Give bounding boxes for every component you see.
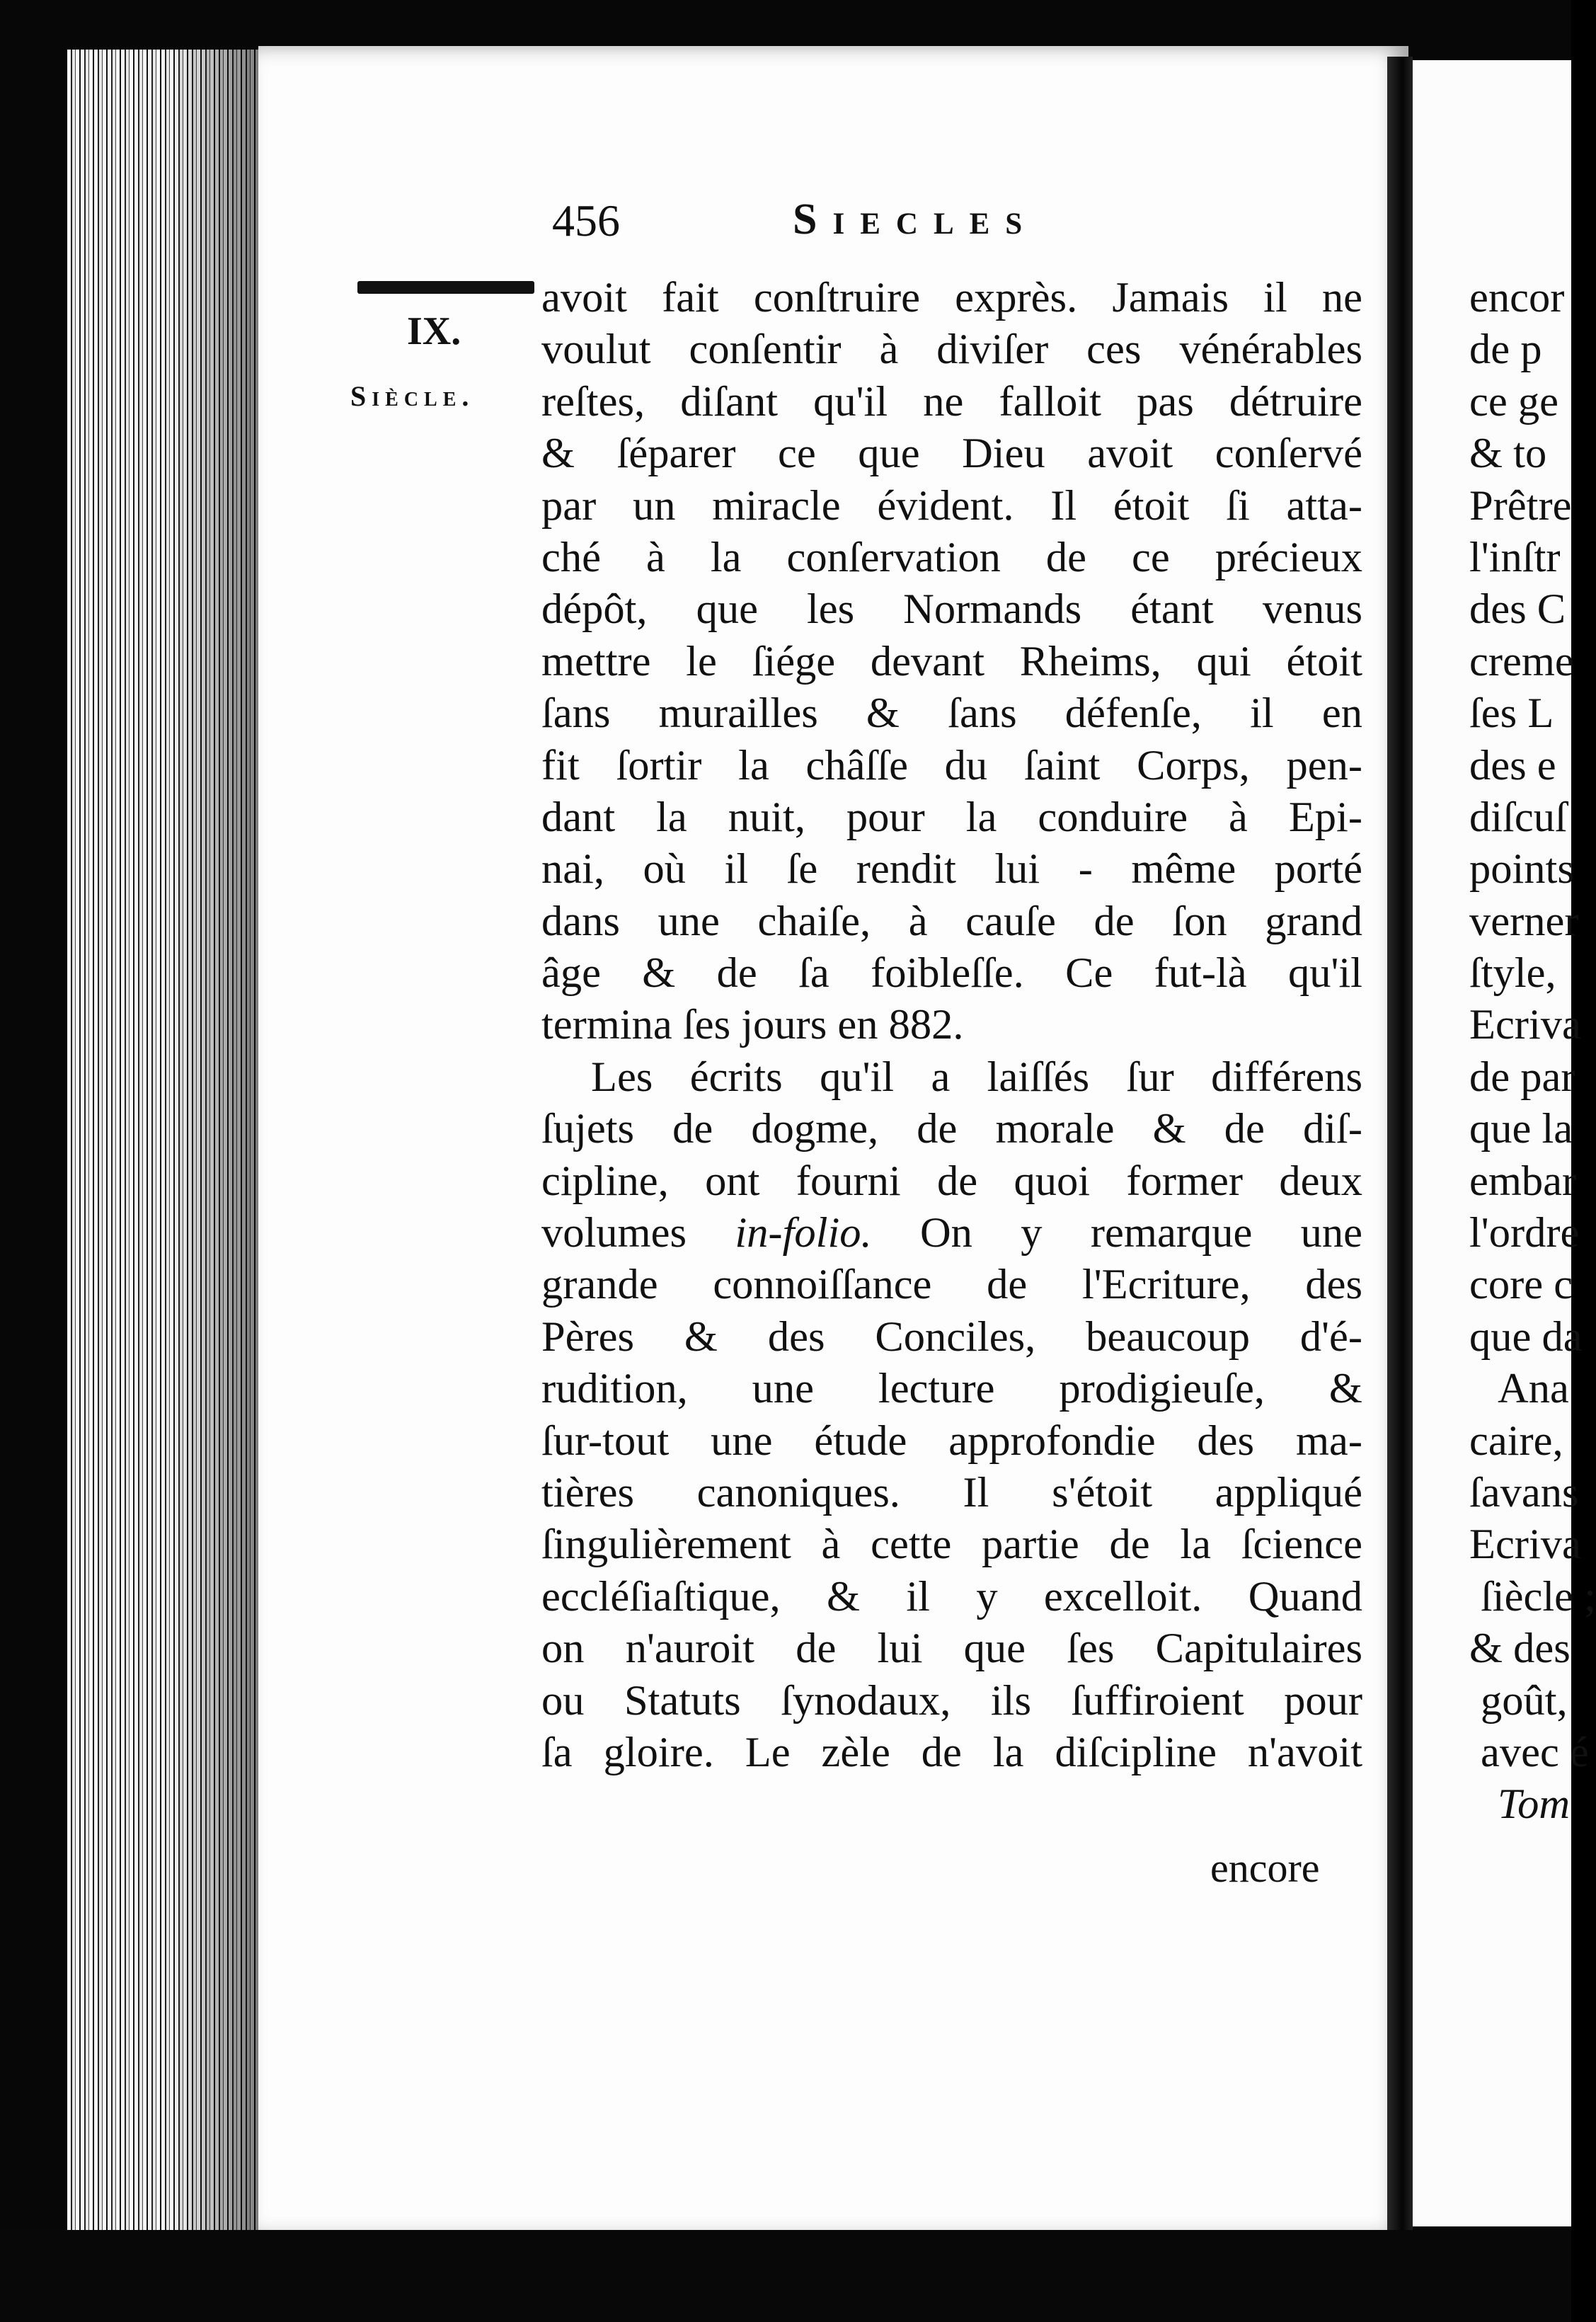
text-line: ſujets de dogme, de morale & de diſ- — [541, 1105, 1362, 1153]
margin-century-label: Siècle. — [350, 380, 475, 412]
right-text-fragment: goût, — [1481, 1676, 1568, 1725]
text-line: grande connoiſſance de l'Ecriture, des — [541, 1261, 1362, 1309]
text-line: ſur-tout une étude approfondie des ma- — [541, 1417, 1362, 1465]
fore-edge-shadow — [170, 50, 269, 2230]
right-text-fragment: de p — [1469, 326, 1542, 374]
right-text-fragment: que da — [1469, 1312, 1583, 1361]
running-head — [552, 195, 1189, 251]
right-text-fragment: Tom — [1498, 1780, 1571, 1829]
right-text-fragment: que la — [1469, 1105, 1573, 1153]
body-text — [541, 272, 1362, 1778]
text-line: nai, où il ſe rendit lui - même porté — [541, 845, 1362, 893]
page-number: 456 — [552, 195, 620, 246]
text-line: tières canoniques. Il s'étoit appliqué — [541, 1468, 1362, 1516]
right-text-fragment: de par — [1469, 1053, 1575, 1101]
text-line: ou Statuts ſynodaux, ils ſuffiroient pour — [541, 1676, 1362, 1725]
text-line: eccléſiaſtique, & il y excelloit. Quand — [541, 1572, 1362, 1620]
right-text-fragment: Ecriva — [1469, 1001, 1581, 1049]
right-text-fragment: Ana — [1498, 1365, 1569, 1413]
book-gutter — [1387, 57, 1413, 2237]
text-line: cipline, ont fourni de quoi former deux — [541, 1157, 1362, 1205]
right-text-fragment: ſiècle ; — [1481, 1572, 1596, 1620]
right-text-fragment: l'inſtr — [1469, 533, 1561, 581]
text-line: reſtes, diſant qu'il ne falloit pas détruire — [541, 377, 1362, 425]
right-text-fragment: creme — [1469, 637, 1574, 685]
text-line: ſans murailles & ſans défenſe, il en — [541, 690, 1362, 738]
running-title: Siecles — [793, 195, 1038, 244]
catchword: encore — [1210, 1845, 1320, 1891]
right-text-fragment: des C — [1469, 585, 1566, 634]
text-line: on n'auroit de lui que ſes Capitulaires — [541, 1625, 1362, 1673]
text-line: fit ſortir la châſſe du ſaint Corps, pen- — [541, 741, 1362, 789]
right-text-fragment: avec é — [1481, 1728, 1589, 1776]
right-text-fragment: l'ordre — [1469, 1209, 1580, 1257]
margin-rule — [357, 281, 534, 294]
right-text-fragment: ſes L — [1469, 690, 1554, 738]
text-line: dépôt, que les Normands étant venus — [541, 585, 1362, 634]
right-text-fragment: ſavans — [1469, 1468, 1579, 1516]
right-text-fragment: diſcuſ — [1469, 793, 1567, 841]
text-line: voulut conſentir à diviſer ces vénérables — [541, 326, 1362, 374]
right-text-fragment: encor — [1469, 274, 1565, 321]
text-line: avoit fait conſtruire exprès. Jamais il ne — [541, 274, 1362, 321]
right-text-fragment: des e — [1469, 741, 1556, 789]
text-line: rudition, une lecture prodigieuſe, & — [541, 1365, 1362, 1413]
text-line: âge & de ſa foibleſſe. Ce fut-là qu'il — [541, 949, 1362, 997]
text-line: dans une chaiſe, à cauſe de ſon grand — [541, 897, 1362, 945]
right-text-fragment: caire, — [1469, 1417, 1563, 1465]
right-text-fragment: & to — [1469, 430, 1547, 478]
right-text-fragment: ce ge — [1469, 377, 1558, 425]
text-line: termina ſes jours en 882. — [541, 1001, 964, 1049]
text-line: dant la nuit, pour la conduire à Epi- — [541, 793, 1362, 841]
text-line: par un miracle évident. Il étoit ſi atta- — [541, 481, 1362, 530]
text-line: Pères & des Conciles, beaucoup d'é- — [541, 1312, 1362, 1361]
right-text-fragment: core c — [1469, 1261, 1573, 1309]
text-line: ſa gloire. Le zèle de la diſcipline n'avoit — [541, 1728, 1362, 1776]
text-line: Les écrits qu'il a laiſſés ſur différens — [591, 1053, 1362, 1101]
text-line: ſingulièrement à cette partie de la ſcience — [541, 1521, 1362, 1569]
right-text-fragment: Ecriva — [1469, 1521, 1581, 1569]
text-line: mettre le ſiége devant Rheims, qui étoit — [541, 637, 1362, 685]
right-page-text — [1469, 272, 1596, 1831]
right-text-fragment: Prêtre — [1469, 481, 1572, 530]
text-line: volumes in-folio. On y remarque une — [541, 1209, 1362, 1257]
right-text-fragment: points — [1469, 845, 1574, 893]
scan-bottom-border — [0, 2230, 1571, 2322]
right-text-fragment: ſtyle, — [1469, 949, 1556, 997]
right-text-fragment: verner — [1469, 897, 1579, 945]
text-line: ché à la conſervation de ce précieux — [541, 533, 1362, 581]
text-line: & ſéparer ce que Dieu avoit conſervé — [541, 430, 1362, 478]
margin-century-numeral: IX. — [407, 309, 461, 353]
right-text-fragment: & des — [1469, 1625, 1571, 1673]
right-text-fragment: embar — [1469, 1157, 1577, 1205]
